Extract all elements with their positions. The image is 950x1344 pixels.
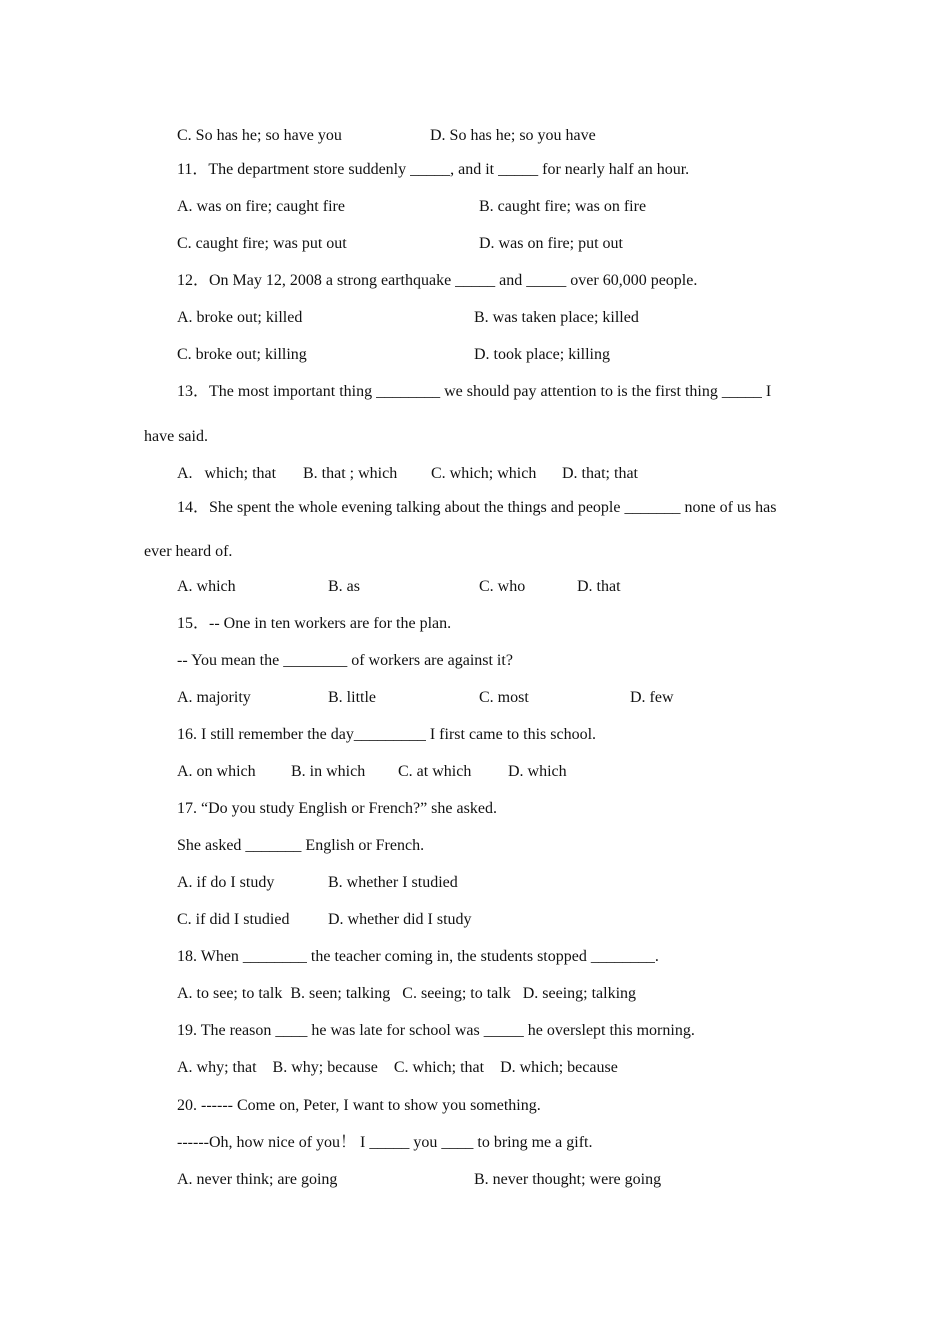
q17-option-b: B. whether I studied <box>328 874 458 891</box>
q16-option-c: C. at which <box>398 763 472 780</box>
q11-option-a: A. was on fire; caught fire <box>177 198 345 215</box>
question-20-reply: ------Oh, how nice of you！ I _____ you ____ to bring me a gift. <box>177 1134 593 1151</box>
q14-option-d: D. that <box>577 578 621 595</box>
option-c-prev: C. So has he; so have you <box>177 127 342 144</box>
question-13-cont: have said. <box>144 428 208 445</box>
q15-option-b: B. little <box>328 689 376 706</box>
q16-option-d: D. which <box>508 763 567 780</box>
q20-option-a: A. never think; are going <box>177 1171 338 1188</box>
q11-option-c: C. caught fire; was put out <box>177 235 347 252</box>
question-11: 11．The department store suddenly _____, and it _____ for nearly half an hour. <box>177 161 690 178</box>
q12-option-d: D. took place; killing <box>474 346 610 363</box>
question-17-sentence: She asked _______ English or French. <box>177 837 425 854</box>
q17-option-d: D. whether did I study <box>328 911 472 928</box>
q14-option-c: C. who <box>479 578 526 595</box>
q13-option-c: C. which; which <box>431 465 537 482</box>
question-19: 19. The reason ____ he was late for school was _____ he overslept this morning. <box>177 1022 695 1039</box>
question-18: 18. When ________ the teacher coming in, the students stopped ________. <box>177 948 659 965</box>
q12-option-a: A. broke out; killed <box>177 309 303 326</box>
q15-option-d: D. few <box>630 689 674 706</box>
q19-options: A. why; that B. why; because C. which; that D. which; because <box>177 1059 618 1076</box>
q17-option-c: C. if did I studied <box>177 911 290 928</box>
question-14: 14．She spent the whole evening talking about the things and people _______ none of us has <box>177 499 777 516</box>
question-14-cont: ever heard of. <box>144 543 233 560</box>
question-13: 13．The most important thing ________ we should pay attention to is the first thing _____ I <box>177 383 772 400</box>
question-16: 16. I still remember the day_________ I first came to this school. <box>177 726 597 743</box>
q12-option-b: B. was taken place; killed <box>474 309 639 326</box>
q11-option-d: D. was on fire; put out <box>479 235 623 252</box>
q20-option-b: B. never thought; were going <box>474 1171 662 1188</box>
q14-option-a: A. which <box>177 578 236 595</box>
q13-option-a: A. which; that <box>177 465 277 482</box>
q12-option-c: C. broke out; killing <box>177 346 307 363</box>
option-d-prev: D. So has he; so you have <box>430 127 596 144</box>
q14-option-b: B. as <box>328 578 360 595</box>
question-15: 15．-- One in ten workers are for the plan. <box>177 615 452 632</box>
question-20: 20. ------ Come on, Peter, I want to show you something. <box>177 1097 541 1114</box>
q17-option-a: A. if do I study <box>177 874 275 891</box>
question-12: 12．On May 12, 2008 a strong earthquake _____ and _____ over 60,000 people. <box>177 272 698 289</box>
q13-option-d: D. that; that <box>562 465 638 482</box>
q15-option-a: A. majority <box>177 689 251 706</box>
q16-option-a: A. on which <box>177 763 256 780</box>
q13-option-b: B. that ; which <box>303 465 398 482</box>
question-17: 17. “Do you study English or French?” she asked. <box>177 800 497 817</box>
q11-option-b: B. caught fire; was on fire <box>479 198 647 215</box>
q18-options: A. to see; to talk B. seen; talking C. seeing; to talk D. seeing; talking <box>177 985 637 1002</box>
q15-option-c: C. most <box>479 689 529 706</box>
question-15-reply: -- You mean the ________ of workers are against it? <box>177 652 513 669</box>
q16-option-b: B. in which <box>291 763 366 780</box>
